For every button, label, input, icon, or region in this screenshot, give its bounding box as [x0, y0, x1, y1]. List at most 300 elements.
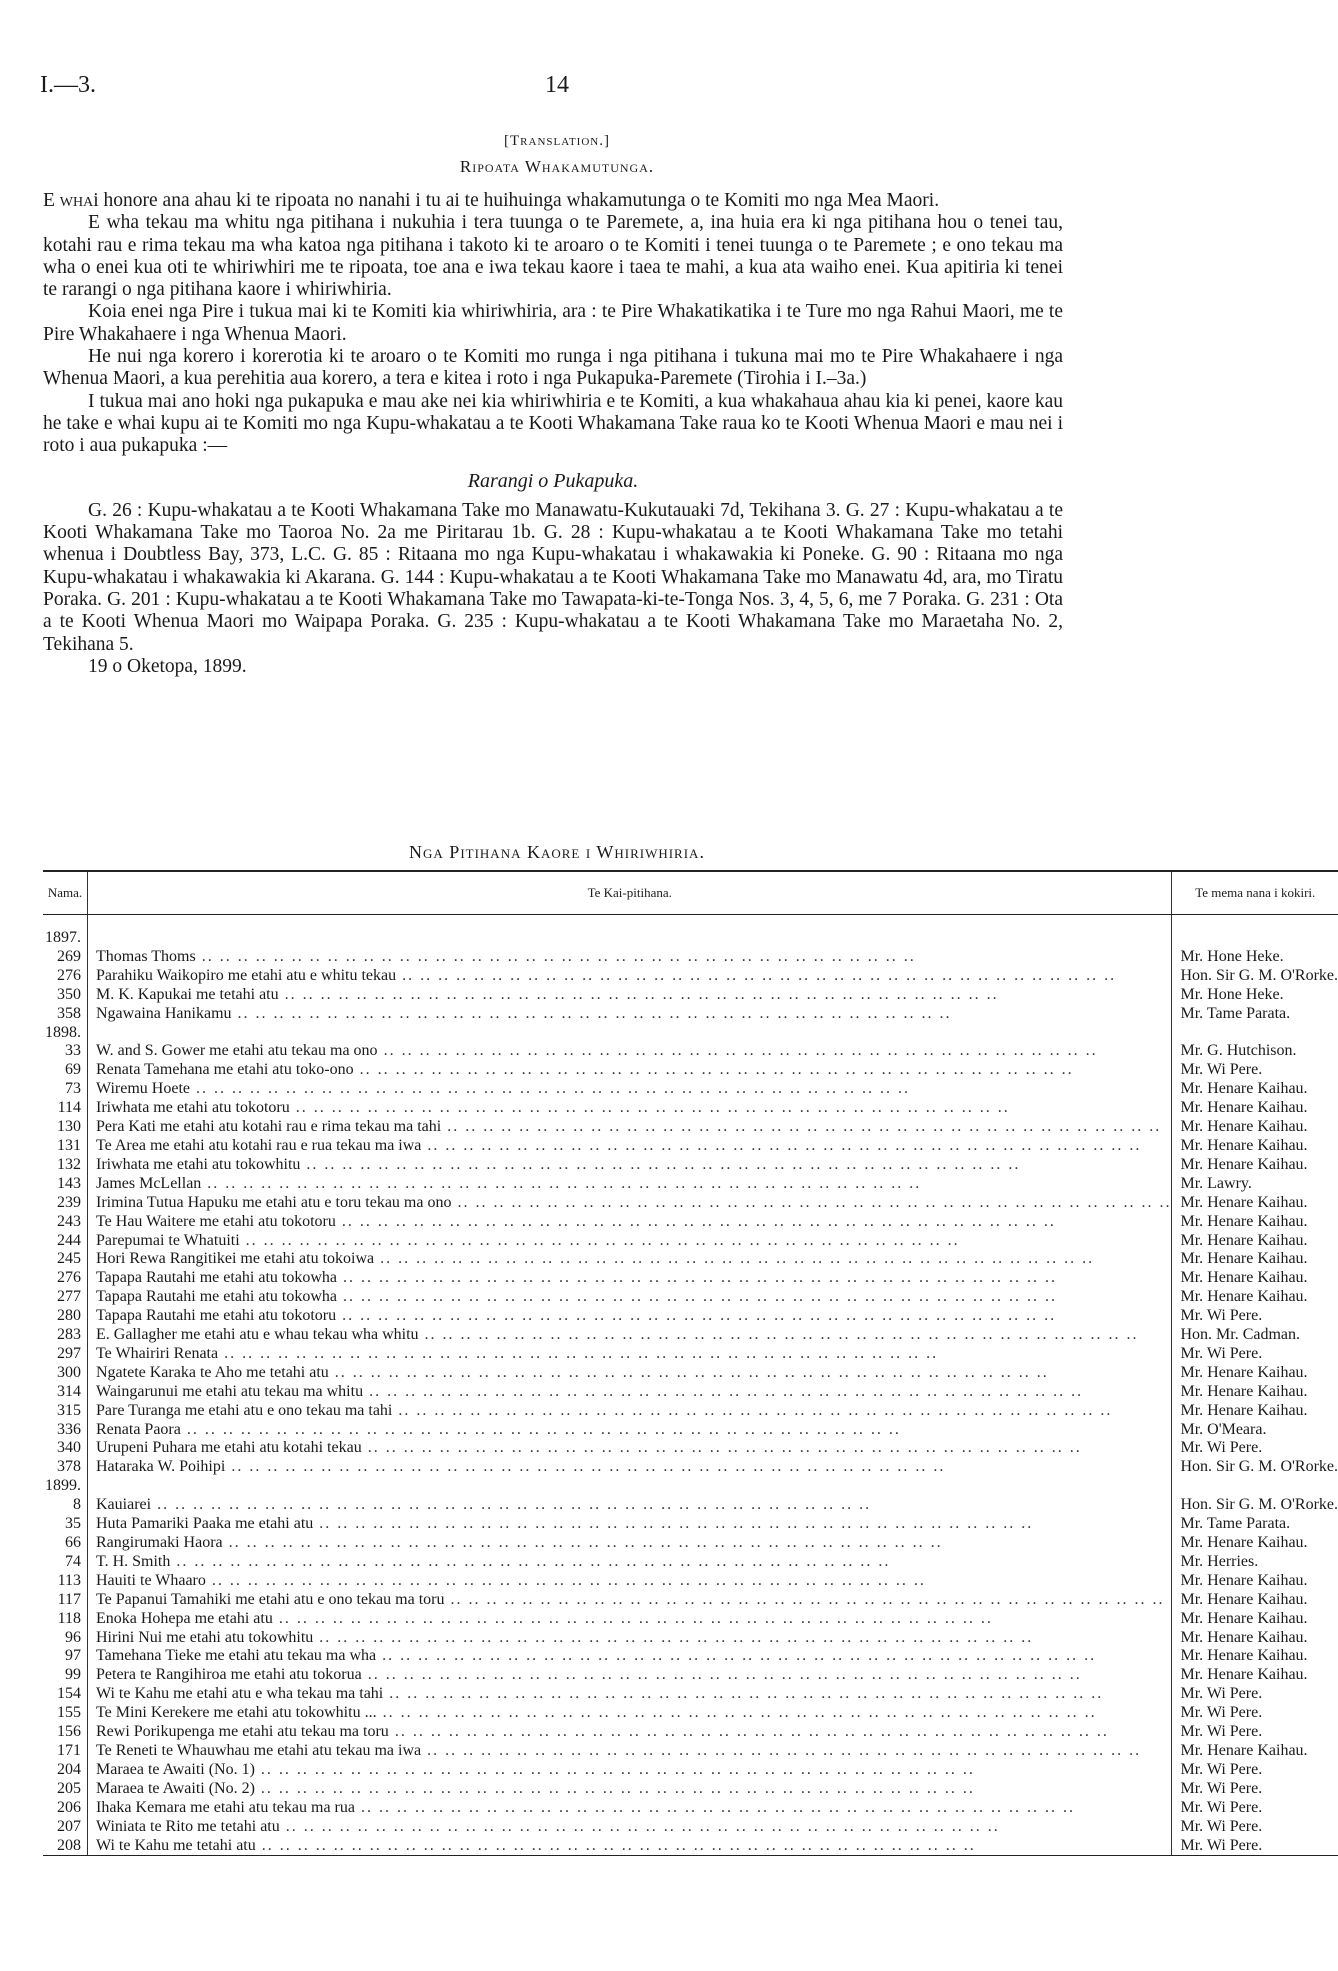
paragraph-3: Koia enei nga Pire i tukua mai ki te Komiti kia whiriwhiria, ara : te Pire Whakatikatika i te Ture mo nga Rahui Maori, me te Pire Whakahaere i nga Whenua Maori.	[43, 301, 1063, 345]
petitioner-cell	[88, 1118, 1172, 1137]
leader-dots: .. .. .. .. .. .. .. .. .. .. .. .. .. .. .. .. .. .. .. .. .. .. .. .. .. .. .. .. .. .. .. .. .. .. .. .. .. .. .. ..	[255, 1836, 976, 1854]
table-row	[43, 1496, 1338, 1515]
table-row	[43, 1553, 1338, 1572]
table-row	[43, 1534, 1338, 1553]
petitioner-name: Wiremu Hoete	[96, 1080, 190, 1098]
empty-cell	[1172, 929, 1338, 948]
petitioner-name: Tapapa Rautahi me etahi atu tokowha	[96, 1269, 338, 1287]
petition-number: 33	[43, 1042, 88, 1061]
leader-dots: .. .. .. .. .. .. .. .. .. .. .. .. .. .. .. .. .. .. .. .. .. .. .. .. .. .. .. .. .. .. .. .. .. .. .. .. .. .. .. ..	[377, 1042, 1098, 1060]
petitioner-name: M. K. Kapukai me tetahi atu	[96, 985, 279, 1003]
leader-dots: .. .. .. .. .. .. .. .. .. .. .. .. .. .. .. .. .. .. .. .. .. .. .. .. .. .. .. .. .. .. .. .. .. .. .. .. .. .. .. ..	[272, 1609, 993, 1627]
petitioner-cell	[88, 1345, 1172, 1364]
member-name: Mr. Henare Kaihau.	[1180, 1590, 1308, 1608]
petitioner-name: Te Whairiri Renata	[96, 1344, 219, 1362]
table-row	[43, 1269, 1338, 1288]
petitioner-cell	[88, 1780, 1172, 1799]
petitioner-name: Te Hau Waitere me etahi atu tokotoru	[96, 1212, 336, 1230]
leader-dots: .. .. .. .. .. .. .. .. .. .. .. .. .. .. .. .. .. .. .. .. .. .. .. .. .. .. .. .. .. .. .. .. .. .. .. .. .. .. .. ..	[279, 1817, 1000, 1835]
petition-number: 74	[43, 1553, 88, 1572]
petitioner-cell	[88, 1704, 1172, 1723]
table-row	[43, 1647, 1338, 1666]
table-row	[43, 1610, 1338, 1629]
petition-number: 155	[43, 1704, 88, 1723]
member-name: Mr. Henare Kaihau.	[1180, 1609, 1308, 1627]
table-row	[43, 1194, 1338, 1213]
year-row	[43, 1477, 1338, 1496]
year-row	[43, 1024, 1338, 1043]
leader-dots: .. .. .. .. .. .. .. .. .. .. .. .. .. .. .. .. .. .. .. .. .. .. .. .. .. .. .. .. .. .. .. .. .. .. .. .. .. .. .. ..	[392, 1401, 1113, 1419]
petitioner-name: Tapapa Rautahi me etahi atu tokotoru	[96, 1307, 337, 1325]
leader-dots: .. .. .. .. .. .. .. .. .. .. .. .. .. .. .. .. .. .. .. .. .. .. .. .. .. .. .. .. .. .. .. .. .. .. .. .. .. .. .. ..	[353, 1061, 1074, 1079]
leader-dots: .. .. .. .. .. .. .. .. .. .. .. .. .. .. .. .. .. .. .. .. .. .. .. .. .. .. .. .. .. .. .. .. .. .. .. .. .. .. .. ..	[337, 1269, 1058, 1287]
member-name: Hon. Mr. Cadman.	[1180, 1326, 1301, 1344]
petition-number: 269	[43, 948, 88, 967]
petitioner-name: Hataraka W. Poihipi	[96, 1458, 226, 1476]
petition-number: 131	[43, 1137, 88, 1156]
translation-label: [Translation.]	[504, 133, 610, 149]
table-row	[43, 1421, 1338, 1440]
member-name: Mr. Henare Kaihau.	[1180, 1628, 1308, 1646]
leader-dots: .. .. .. .. .. .. .. .. .. .. .. .. .. .. .. .. .. .. .. .. .. .. .. .. .. .. .. .. .. .. .. .. .. .. .. .. .. .. .. ..	[151, 1496, 872, 1514]
petition-number: 283	[43, 1326, 88, 1345]
petitioner-name: Maraea te Awaiti (No. 1)	[96, 1760, 255, 1778]
petitioner-cell	[88, 1213, 1172, 1232]
petition-number: 8	[43, 1496, 88, 1515]
member-name: Mr. Henare Kaihau.	[1180, 1666, 1308, 1684]
petitioner-name: Rewi Porikupenga me etahi atu tekau ma toru	[96, 1723, 389, 1741]
petitioner-name: Hori Rewa Rangitikei me etahi atu tokoiwa	[96, 1250, 375, 1268]
petition-number: 336	[43, 1421, 88, 1440]
leader-dots: .. .. .. .. .. .. .. .. .. .. .. .. .. .. .. .. .. .. .. .. .. .. .. .. .. .. .. .. .. .. .. .. .. .. .. .. .. .. .. ..	[289, 1099, 1010, 1117]
leader-dots: .. .. .. .. .. .. .. .. .. .. .. .. .. .. .. .. .. .. .. .. .. .. .. .. .. .. .. .. .. .. .. .. .. .. .. .. .. .. .. ..	[361, 1666, 1082, 1684]
table-row	[43, 1061, 1338, 1080]
member-name: Mr. Henare Kaihau.	[1180, 1212, 1308, 1230]
petitioner-cell	[88, 1742, 1172, 1761]
leader-dots: .. .. .. .. .. .. .. .. .. .. .. .. .. .. .. .. .. .. .. .. .. .. .. .. .. .. .. .. .. .. .. .. .. .. .. .. .. .. .. ..	[170, 1552, 891, 1570]
petitioner-cell	[88, 1269, 1172, 1288]
member-name: Mr. Henare Kaihau.	[1180, 1401, 1308, 1419]
table-row	[43, 1685, 1338, 1704]
member-name: Mr. Tame Parata.	[1180, 1004, 1291, 1022]
table-row	[43, 1118, 1338, 1137]
member-name: Mr. Henare Kaihau.	[1180, 1534, 1308, 1551]
member-name: Mr. Henare Kaihau.	[1180, 1288, 1308, 1306]
leader-dots: .. .. .. .. .. .. .. .. .. .. .. .. .. .. .. .. .. .. .. .. .. .. .. .. .. .. .. .. .. .. .. .. .. .. .. .. .. .. .. ..	[376, 1647, 1097, 1665]
table-row	[43, 1629, 1338, 1648]
member-name: Hon. Sir G. M. O'Rorke.	[1180, 1496, 1338, 1514]
member-name: Mr. Wi Pere.	[1180, 1723, 1263, 1741]
member-name: Mr. Wi Pere.	[1180, 1817, 1263, 1835]
petitioner-name: Parahiku Waikopiro me etahi atu e whitu tekau	[96, 966, 397, 984]
table-row	[43, 1799, 1338, 1818]
table-row	[43, 1232, 1338, 1251]
leader-dots: .. .. .. .. .. .. .. .. .. .. .. .. .. .. .. .. .. .. .. .. .. .. .. .. .. .. .. .. .. .. .. .. .. .. .. .. .. .. .. ..	[225, 1458, 946, 1476]
petitioner-cell	[88, 1591, 1172, 1610]
table-body	[43, 915, 1338, 1856]
petitioner-name: Winiata te Rito me tetahi atu	[96, 1817, 280, 1835]
table-row	[43, 1837, 1338, 1856]
petition-number: 208	[43, 1837, 88, 1856]
petitioner-name: Thomas Thoms	[96, 947, 196, 965]
member-name: Hon. Sir G. M. O'Rorke.	[1180, 966, 1338, 984]
petition-number: 280	[43, 1307, 88, 1326]
leader-dots: .. .. .. .. .. .. .. .. .. .. .. .. .. .. .. .. .. .. .. .. .. .. .. .. .. .. .. .. .. .. .. .. .. .. .. .. .. .. .. ..	[336, 1307, 1057, 1325]
member-name: Mr. Henare Kaihau.	[1180, 1571, 1308, 1589]
leader-dots: .. .. .. .. .. .. .. .. .. .. .. .. .. .. .. .. .. .. .. .. .. .. .. .. .. .. .. .. .. .. .. .. .. .. .. .. .. .. .. ..	[328, 1363, 1049, 1381]
petitioner-cell	[88, 1439, 1172, 1458]
member-name: Mr. G. Hutchison.	[1180, 1042, 1297, 1060]
member-name: Hon. Sir G. M. O'Rorke.	[1180, 1458, 1338, 1476]
petitioner-cell	[88, 1723, 1172, 1742]
leader-dots: .. .. .. .. .. .. .. .. .. .. .. .. .. .. .. .. .. .. .. .. .. .. .. .. .. .. .. .. .. .. .. .. .. .. .. .. .. .. .. ..	[421, 1136, 1142, 1154]
member-name: Mr. Wi Pere.	[1180, 1344, 1263, 1362]
petitioner-name: Hirini Nui me etahi atu tokowhitu	[96, 1628, 314, 1646]
paragraph-2: E wha tekau ma whitu nga pitihana i nukuhia i tera tuunga o te Paremete, a, ina huia era ki nga pitihana hou o tenei tau, kotahi rau e rima tekau ma wha katoa nga pitihana i takoto ki te aroaro o te Komiti i tenei tuunga o te Paremete ; e ono tekau ma wha o enei kua oti te whiriwhiri me te ripoata, toe ana e iwa tekau kaore i taea te mahi, a kua ata waiho enei. Kua apitiria ki tenei te rarangi o nga pitihana kaore i whiriwhiria.	[43, 212, 1063, 301]
petitioner-name: Maraea te Awaiti (No. 2)	[96, 1779, 255, 1797]
petitioner-cell	[88, 1572, 1172, 1591]
petitioner-cell	[88, 1610, 1172, 1629]
leader-dots: .. .. .. .. .. .. .. .. .. .. .. .. .. .. .. .. .. .. .. .. .. .. .. .. .. .. .. .. .. .. .. .. .. .. .. .. .. .. .. ..	[337, 1288, 1058, 1306]
petition-number: 297	[43, 1345, 88, 1364]
table-row	[43, 1742, 1338, 1761]
petitioner-cell	[88, 1818, 1172, 1837]
petitioner-name: Petera te Rangihiroa me etahi atu tokorua	[96, 1666, 362, 1684]
petitioner-name: Pare Turanga me etahi atu e ono tekau ma tahi	[96, 1401, 393, 1419]
petitioner-name: Iriwhata me etahi atu tokotoru	[96, 1099, 290, 1117]
petitioner-name: Iriwhata me etahi atu tokowhitu	[96, 1155, 301, 1173]
leader-dots: .. .. .. .. .. .. .. .. .. .. .. .. .. .. .. .. .. .. .. .. .. .. .. .. .. .. .. .. .. .. .. .. .. .. .. .. .. .. .. ..	[354, 1798, 1075, 1816]
member-name: Mr. Henare Kaihau.	[1180, 1118, 1308, 1136]
table-row	[43, 1213, 1338, 1232]
table-header-row	[43, 871, 1338, 915]
leader-dots: .. .. .. .. .. .. .. .. .. .. .. .. .. .. .. .. .. .. .. .. .. .. .. .. .. .. .. .. .. .. .. .. .. .. .. .. .. .. .. ..	[451, 1193, 1172, 1211]
petitioner-cell	[88, 1307, 1172, 1326]
member-name: Mr. Wi Pere.	[1180, 1779, 1263, 1797]
petitioner-cell	[88, 1175, 1172, 1194]
leader-dots: .. .. .. .. .. .. .. .. .. .. .. .. .. .. .. .. .. .. .. .. .. .. .. .. .. .. .. .. .. .. .. .. .. .. .. .. .. .. .. ..	[222, 1534, 943, 1551]
member-name: Mr. Henare Kaihau.	[1180, 1382, 1308, 1400]
petition-number: 245	[43, 1250, 88, 1269]
table-row	[43, 1156, 1338, 1175]
paragraph-5: I tukua mai ano hoki nga pukapuka e mau ake nei kia whiriwhiria e te Komiti, a kua whakahaua ahau kia ki penei, kaore kau he take e whai kupu ai te Komiti mo nga Kupu-whakatau a te Kooti Whakamana Take raua ko te Kooti Whenua Maori e mau nei i roto i aua pukapuka :—	[43, 390, 1063, 457]
petitioner-cell	[88, 948, 1172, 967]
petitioner-name: Enoka Hohepa me etahi atu	[96, 1609, 273, 1627]
petitioner-name: Ngatete Karaka te Aho me tetahi atu	[96, 1363, 329, 1381]
petitioner-name: Parepumai te Whatuiti	[96, 1231, 240, 1249]
petitioner-name: Urupeni Puhara me etahi atu kotahi tekau	[96, 1439, 362, 1457]
petition-number: 277	[43, 1288, 88, 1307]
page-reference: I.—3.	[40, 72, 96, 98]
petitioner-cell	[88, 1553, 1172, 1572]
leader-dots: .. .. .. .. .. .. .. .. .. .. .. .. .. .. .. .. .. .. .. .. .. .. .. .. .. .. .. .. .. .. .. .. .. .. .. .. .. .. .. ..	[361, 1439, 1082, 1457]
leader-dots: .. .. .. .. .. .. .. .. .. .. .. .. .. .. .. .. .. .. .. .. .. .. .. .. .. .. .. .. .. .. .. .. .. .. .. .. .. .. .. ..	[254, 1779, 975, 1797]
leader-dots: .. .. .. .. .. .. .. .. .. .. .. .. .. .. .. .. .. .. .. .. .. .. .. .. .. .. .. .. .. .. .. .. .. .. .. .. .. .. .. ..	[195, 947, 916, 965]
petitioner-cell	[88, 1326, 1172, 1345]
empty-cell	[88, 1024, 1172, 1043]
report-body	[43, 190, 1063, 678]
petitioner-cell	[88, 1515, 1172, 1534]
petition-number: 156	[43, 1723, 88, 1742]
table-row	[43, 1250, 1338, 1269]
leader-dots: .. .. .. .. .. .. .. .. .. .. .. .. .. .. .. .. .. .. .. .. .. .. .. .. .. .. .. .. .. .. .. .. .. .. .. .. .. .. .. ..	[180, 1420, 901, 1438]
petition-number: 154	[43, 1685, 88, 1704]
table-row	[43, 967, 1338, 986]
year-row	[43, 929, 1338, 948]
table-row	[43, 1723, 1338, 1742]
petitioner-name: Ngawaina Hanikamu	[96, 1004, 232, 1022]
leader-dots: .. .. .. .. .. .. .. .. .. .. .. .. .. .. .. .. .. .. .. .. .. .. .. .. .. .. .. .. .. .. .. .. .. .. .. .. .. .. .. ..	[374, 1250, 1095, 1268]
petitioner-name: Te Mini Kerekere me etahi atu tokowhitu ...	[96, 1704, 377, 1722]
table-row	[43, 1099, 1338, 1118]
petitioner-name: E. Gallagher me etahi atu e whau tekau wha whitu	[96, 1326, 419, 1344]
petition-number: 207	[43, 1818, 88, 1837]
leader-dots: .. .. .. .. .. .. .. .. .. .. .. .. .. .. .. .. .. .. .. .. .. .. .. .. .. .. .. .. .. .. .. .. .. .. .. .. .. .. .. ..	[418, 1326, 1139, 1344]
petition-number: 243	[43, 1213, 88, 1232]
petition-number: 114	[43, 1099, 88, 1118]
member-name: Mr. Henare Kaihau.	[1180, 1363, 1308, 1381]
member-name: Mr. Henare Kaihau.	[1180, 1080, 1308, 1098]
petitioner-cell	[88, 1005, 1172, 1024]
petition-number: 314	[43, 1383, 88, 1402]
paragraph-4: He nui nga korero i korerotia ki te aroaro o te Komiti mo runga i nga pitihana i tukuna mai mo te Pire Whakahaere i nga Whenua Maori, a kua perehitia aua korero, a tera e kitea i roto i nga Pukapuka-Paremete (Tirohia i I.–3a.)	[43, 346, 1063, 390]
leader-dots: .. .. .. .. .. .. .. .. .. .. .. .. .. .. .. .. .. .. .. .. .. .. .. .. .. .. .. .. .. .. .. .. .. .. .. .. .. .. .. ..	[444, 1590, 1165, 1608]
table-row	[43, 1307, 1338, 1326]
petitioner-name: Ihaka Kemara me etahi atu tekau ma rua	[96, 1798, 355, 1816]
table-row	[43, 948, 1338, 967]
petitioner-name: Renata Paora	[96, 1420, 181, 1438]
member-name: Mr. Wi Pere.	[1180, 1685, 1263, 1703]
member-name: Mr. Wi Pere.	[1180, 1061, 1263, 1079]
report-title: Ripoata Whakamutunga.	[459, 157, 655, 176]
petitioner-cell	[88, 1232, 1172, 1251]
leader-dots: .. .. .. .. .. .. .. .. .. .. .. .. .. .. .. .. .. .. .. .. .. .. .. .. .. .. .. .. .. .. .. .. .. .. .. .. .. .. .. ..	[313, 1515, 1034, 1533]
petition-number: 143	[43, 1175, 88, 1194]
leader-dots: .. .. .. .. .. .. .. .. .. .. .. .. .. .. .. .. .. .. .. .. .. .. .. .. .. .. .. .. .. .. .. .. .. .. .. .. .. .. .. ..	[383, 1685, 1104, 1703]
petitioner-name: W. and S. Gower me etahi atu tekau ma ono	[96, 1042, 378, 1060]
petition-number: 276	[43, 1269, 88, 1288]
petitioner-name: James McLellan	[96, 1174, 202, 1192]
petitioner-name: Huta Pamariki Paaka me etahi atu	[96, 1515, 314, 1533]
petition-number: 130	[43, 1118, 88, 1137]
member-name: Mr. Wi Pere.	[1172, 1837, 1338, 1856]
leader-dots: .. .. .. .. .. .. .. .. .. .. .. .. .. .. .. .. .. .. .. .. .. .. .. .. .. .. .. .. .. .. .. .. .. .. .. .. .. .. .. ..	[201, 1174, 922, 1192]
member-name: Mr. Henare Kaihau.	[1180, 1250, 1308, 1268]
petition-number: 205	[43, 1780, 88, 1799]
petitioner-cell	[88, 1061, 1172, 1080]
petitioner-name: Kauiarei	[96, 1496, 152, 1514]
spacer-row	[43, 915, 1338, 930]
leader-dots: .. .. .. .. .. .. .. .. .. .. .. .. .. .. .. .. .. .. .. .. .. .. .. .. .. .. .. .. .. .. .. .. .. .. .. .. .. .. .. ..	[363, 1382, 1084, 1400]
petitioner-name: Wi te Kahu me tetahi atu	[96, 1836, 256, 1854]
member-name: Mr. Henare Kaihau.	[1180, 1647, 1308, 1665]
petitioner-name: Tamehana Tieke me etahi atu tekau ma wha	[96, 1647, 377, 1665]
petitioner-cell	[88, 1666, 1172, 1685]
member-name: Mr. Wi Pere.	[1180, 1439, 1263, 1457]
member-name: Mr. Henare Kaihau.	[1180, 1136, 1308, 1154]
petitioner-cell	[88, 986, 1172, 1005]
petition-number: 340	[43, 1439, 88, 1458]
petitioner-cell	[88, 1534, 1172, 1553]
member-name: Mr. Henare Kaihau.	[1180, 1231, 1308, 1249]
table-row	[43, 1137, 1338, 1156]
petitioner-name: Irimina Tutua Hapuku me etahi atu e toru tekau ma ono	[96, 1193, 452, 1211]
petitioner-cell	[88, 1364, 1172, 1383]
petitioner-name: Hauiti te Whaaro	[96, 1571, 206, 1589]
year-label: 1897.	[43, 929, 88, 948]
leader-dots: .. .. .. .. .. .. .. .. .. .. .. .. .. .. .. .. .. .. .. .. .. .. .. .. .. .. .. .. .. .. .. .. .. .. .. .. .. .. .. ..	[205, 1571, 926, 1589]
table-row	[43, 986, 1338, 1005]
petition-number: 171	[43, 1742, 88, 1761]
table-row	[43, 1005, 1338, 1024]
petitioner-cell	[88, 1421, 1172, 1440]
petition-number: 206	[43, 1799, 88, 1818]
table-row	[43, 1458, 1338, 1477]
empty-cell	[1172, 1024, 1338, 1043]
member-name: Mr. Wi Pere.	[1180, 1760, 1263, 1778]
table-row	[43, 1591, 1338, 1610]
table-row	[43, 1704, 1338, 1723]
petition-number: 300	[43, 1364, 88, 1383]
member-name: Mr. Wi Pere.	[1180, 1307, 1263, 1325]
column-header-petitioner: Te Kai-pitihana.	[88, 871, 1172, 915]
petitioner-cell	[88, 1647, 1172, 1666]
table-row	[43, 1402, 1338, 1421]
page-number: 14	[545, 72, 569, 98]
petitioner-cell	[88, 1496, 1172, 1515]
petitioner-name: Te Papanui Tamahiki me etahi atu e ono tekau ma toru	[96, 1590, 445, 1608]
member-name: Mr. Hone Heke.	[1180, 985, 1284, 1003]
leader-dots: .. .. .. .. .. .. .. .. .. .. .. .. .. .. .. .. .. .. .. .. .. .. .. .. .. .. .. .. .. .. .. .. .. .. .. .. .. .. .. ..	[441, 1118, 1162, 1136]
table-row	[43, 1383, 1338, 1402]
leader-dots: .. .. .. .. .. .. .. .. .. .. .. .. .. .. .. .. .. .. .. .. .. .. .. .. .. .. .. .. .. .. .. .. .. .. .. .. .. .. .. ..	[313, 1628, 1034, 1646]
petition-number: 118	[43, 1610, 88, 1629]
column-header-member: Te mema nana i kokiri.	[1172, 871, 1338, 915]
petition-number: 239	[43, 1194, 88, 1213]
table-row	[43, 1572, 1338, 1591]
petition-number: 244	[43, 1232, 88, 1251]
table-row	[43, 1080, 1338, 1099]
petitioner-cell	[88, 1099, 1172, 1118]
year-label: 1899.	[43, 1477, 88, 1496]
petition-number: 117	[43, 1591, 88, 1610]
petition-number: 204	[43, 1761, 88, 1780]
petitioner-cell	[88, 1288, 1172, 1307]
table-row	[43, 1042, 1338, 1061]
member-name: Mr. Tame Parata.	[1180, 1515, 1291, 1533]
paragraph-text: i honore ana ahau ki te ripoata no nanahi i tu ai te huihuinga whakamutunga o te Komiti mo nga Mea Maori.	[93, 190, 940, 211]
petitioner-name: Tapapa Rautahi me etahi atu tokowha	[96, 1288, 338, 1306]
petitions-table	[43, 870, 1338, 1856]
column-header-number: Nama.	[43, 871, 88, 915]
empty-cell	[1172, 1477, 1338, 1496]
papers-heading: Rarangi o Pukapuka.	[467, 469, 639, 492]
petitioner-cell	[88, 1156, 1172, 1175]
member-name: Mr. Wi Pere.	[1180, 1704, 1263, 1722]
petition-number: 276	[43, 967, 88, 986]
leader-dots: .. .. .. .. .. .. .. .. .. .. .. .. .. .. .. .. .. .. .. .. .. .. .. .. .. .. .. .. .. .. .. .. .. .. .. .. .. .. .. ..	[189, 1080, 910, 1098]
member-name: Mr. Henare Kaihau.	[1180, 1155, 1308, 1173]
paragraph-lead: E wha	[43, 190, 94, 211]
petitioner-cell	[88, 1761, 1172, 1780]
petition-number: 73	[43, 1080, 88, 1099]
table-row	[43, 1345, 1338, 1364]
petitioner-name: Waingarunui me etahi atu tekau ma whitu	[96, 1382, 364, 1400]
petitioner-cell	[88, 1383, 1172, 1402]
member-name: Mr. Henare Kaihau.	[1180, 1099, 1308, 1117]
member-name: Mr. O'Meara.	[1180, 1420, 1267, 1438]
table-row	[43, 1288, 1338, 1307]
petition-number: 358	[43, 1005, 88, 1024]
petitioner-cell	[88, 1250, 1172, 1269]
leader-dots: .. .. .. .. .. .. .. .. .. .. .. .. .. .. .. .. .. .. .. .. .. .. .. .. .. .. .. .. .. .. .. .. .. .. .. .. .. .. .. ..	[231, 1004, 952, 1022]
petition-number: 350	[43, 986, 88, 1005]
petition-number: 315	[43, 1402, 88, 1421]
date-line: 19 o Oketopa, 1899.	[88, 655, 247, 677]
table-row	[43, 1439, 1338, 1458]
petitioner-cell	[88, 1402, 1172, 1421]
table-row	[43, 1175, 1338, 1194]
leader-dots: .. .. .. .. .. .. .. .. .. .. .. .. .. .. .. .. .. .. .. .. .. .. .. .. .. .. .. .. .. .. .. .. .. .. .. .. .. .. .. ..	[421, 1741, 1142, 1759]
leader-dots: .. .. .. .. .. .. .. .. .. .. .. .. .. .. .. .. .. .. .. .. .. .. .. .. .. .. .. .. .. .. .. .. .. .. .. .. .. .. .. ..	[278, 985, 999, 1003]
petitioner-cell	[88, 1194, 1172, 1213]
page-header	[30, 72, 1084, 102]
petition-number: 97	[43, 1647, 88, 1666]
empty-cell	[88, 1477, 1172, 1496]
petitioner-cell	[88, 1458, 1172, 1477]
member-name: Mr. Henare Kaihau.	[1180, 1741, 1308, 1759]
member-name: Mr. Henare Kaihau.	[1180, 1193, 1308, 1211]
member-name: Mr. Hone Heke.	[1180, 947, 1284, 965]
table-row	[43, 1761, 1338, 1780]
papers-list: G. 26 : Kupu-whakatau a te Kooti Whakamana Take mo Manawatu-Kukutauaki 7d, Tekihana 3. G. 27 : Kupu-whakatau a te Kooti Whakamana Take mo Taoroa No. 2a me Piritarau 1b. G. 28 : Kupu-whakatau a te Kooti Whakamana Take mo tetahi whenua i Doubtless Bay, 373, L.C. G. 85 : Ritaana mo nga Kupu-whakatau i whakawakia ki Poneke. G. 90 : Ritaana mo nga Kupu-whakatau i whakawakia ki Akarana. G. 144 : Kupu-whakatau a te Kooti Whakamana Take mo Manawatu 4d, ara, mo Tiratu Poraka. G. 201 : Kupu-whakatau a te Kooti Whakamana Take mo Tawapata-ki-te-Tonga Nos. 3, 4, 5, 6, me 7 Poraka. G. 231 : Ota a te Kooti Whenua Maori mo Waipapa Poraka. G. 235 : Kupu-whakatau a te Kooti Whakamana Take mo Maraetaha No. 2, Tekihana 5.	[43, 499, 1063, 655]
petition-number: 113	[43, 1572, 88, 1591]
table-row	[43, 1515, 1338, 1534]
year-label: 1898.	[43, 1024, 88, 1043]
petition-number: 96	[43, 1629, 88, 1648]
petitioner-name: T. H. Smith	[96, 1552, 171, 1570]
petition-number: 132	[43, 1156, 88, 1175]
petition-number: 99	[43, 1666, 88, 1685]
table-row	[43, 1666, 1338, 1685]
petitioner-name: Te Area me etahi atu kotahi rau e rua tekau ma iwa	[96, 1136, 422, 1154]
petitioner-name: Renata Tamehana me etahi atu toko-ono	[96, 1061, 354, 1079]
petition-number: 35	[43, 1515, 88, 1534]
petitioner-cell	[88, 1137, 1172, 1156]
member-name: Mr. Lawry.	[1180, 1174, 1252, 1192]
petition-number: 66	[43, 1534, 88, 1553]
leader-dots: .. .. .. .. .. .. .. .. .. .. .. .. .. .. .. .. .. .. .. .. .. .. .. .. .. .. .. .. .. .. .. .. .. .. .. .. .. .. .. ..	[300, 1155, 1021, 1173]
leader-dots: .. .. .. .. .. .. .. .. .. .. .. .. .. .. .. .. .. .. .. .. .. .. .. .. .. .. .. .. .. .. .. .. .. .. .. .. .. .. .. ..	[376, 1704, 1097, 1722]
member-name: Mr. Herries.	[1180, 1552, 1259, 1570]
petitioner-cell	[88, 1042, 1172, 1061]
table-row	[43, 1818, 1338, 1837]
petitioner-name: Wi te Kahu me etahi atu e wha tekau ma tahi	[96, 1685, 384, 1703]
list-title: Nga Pitihana Kaore i Whiriwhiria.	[409, 842, 705, 862]
empty-cell	[88, 929, 1172, 948]
table-row	[43, 1326, 1338, 1345]
leader-dots: .. .. .. .. .. .. .. .. .. .. .. .. .. .. .. .. .. .. .. .. .. .. .. .. .. .. .. .. .. .. .. .. .. .. .. .. .. .. .. ..	[254, 1760, 975, 1778]
paragraph-1	[43, 190, 1063, 212]
petitioner-name: Te Reneti te Whauwhau me etahi atu tekau ma iwa	[96, 1741, 422, 1759]
table-row	[43, 1364, 1338, 1383]
petitioner-cell	[88, 967, 1172, 986]
leader-dots: .. .. .. .. .. .. .. .. .. .. .. .. .. .. .. .. .. .. .. .. .. .. .. .. .. .. .. .. .. .. .. .. .. .. .. .. .. .. .. ..	[396, 966, 1117, 984]
member-name: Mr. Henare Kaihau.	[1180, 1269, 1308, 1287]
petitioner-cell	[88, 1837, 1172, 1856]
leader-dots: .. .. .. .. .. .. .. .. .. .. .. .. .. .. .. .. .. .. .. .. .. .. .. .. .. .. .. .. .. .. .. .. .. .. .. .. .. .. .. ..	[388, 1723, 1109, 1741]
leader-dots: .. .. .. .. .. .. .. .. .. .. .. .. .. .. .. .. .. .. .. .. .. .. .. .. .. .. .. .. .. .. .. .. .. .. .. .. .. .. .. ..	[239, 1231, 960, 1249]
